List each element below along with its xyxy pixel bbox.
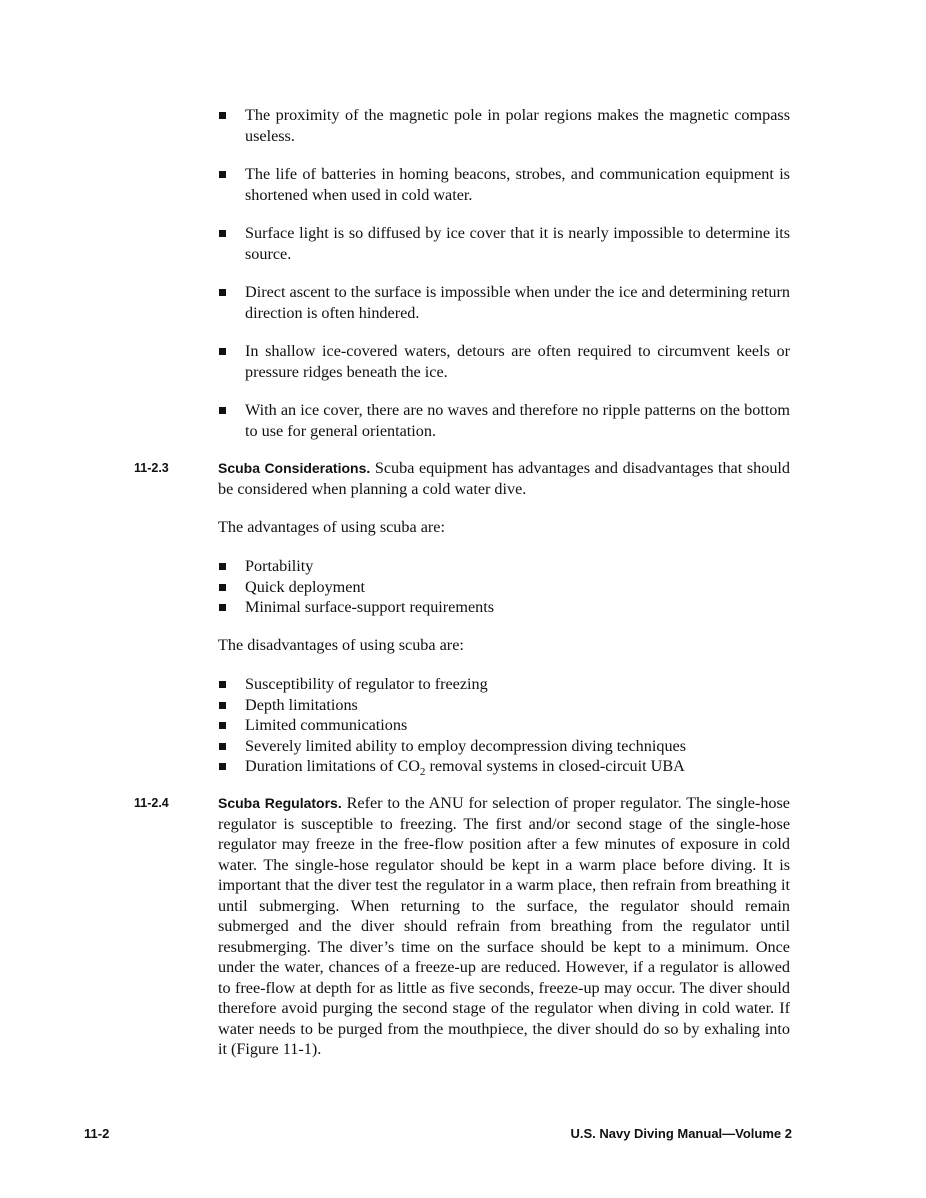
section-number: 11-2.3: [134, 461, 169, 475]
bullet-square-icon: [219, 348, 226, 355]
disadvantages-intro: The disadvantages of using scuba are:: [218, 636, 464, 654]
advantages-list: [218, 556, 790, 618]
list-item: Direct ascent to the surface is impossible when under the ice and determining return direction is often hindered.: [218, 282, 790, 323]
hazard-bullet-list: [218, 105, 790, 459]
bullet-square-icon: [219, 584, 226, 591]
list-item: The life of batteries in homing beacons, strobes, and communication equipment is shortened when used in cold water.: [218, 164, 790, 205]
advantages-intro: The advantages of using scuba are:: [218, 518, 445, 536]
list-item: Minimal surface-support requirements: [218, 597, 790, 618]
bullet-square-icon: [219, 681, 226, 688]
bullet-square-icon: [219, 763, 226, 770]
section-text: Refer to the ANU for selection of proper regulator. The single-hose regulator is susceptible to freezing. The first and/or second stage of the single-hose regulator may freeze in the free-flow position after a few minutes of exposure in cold water. The single-hose regulator should be kept in a warm place before diving. It is important that the diver test the regulator in a warm place, then refrain from breathing it until submerging. When returning to the surface, the regulator should remain submerged and the diver should refrain from breathing from the regulator until resubmerging. The diver’s time on the surface should be kept to a minimum. Once under the water, chances of a freeze-up are reduced. However, if a regulator is allowed to free-flow at depth for as little as five seconds, freeze-up may occur. The diver should therefore avoid purging the second stage of the regulator when diving in cold water. If water needs to be purged from the mouthpiece, the diver should do so by exhaling into it (Figure 11-1).: [218, 794, 790, 1058]
bullet-square-icon: [219, 230, 226, 237]
bullet-square-icon: [219, 112, 226, 119]
section-paragraph: [218, 458, 790, 499]
bullet-square-icon: [219, 407, 226, 414]
list-item: In shallow ice-covered waters, detours are often required to circumvent keels or pressure ridges beneath the ice.: [218, 341, 790, 382]
subscript: 2: [419, 766, 426, 779]
section-heading: Scuba Considerations.: [218, 460, 371, 476]
bullet-square-icon: [219, 722, 226, 729]
section-paragraph: [218, 793, 790, 1060]
bullet-square-icon: [219, 702, 226, 709]
list-item: Portability: [218, 556, 790, 577]
list-item: Susceptibility of regulator to freezing: [218, 674, 790, 695]
section-text: Scuba equipment has advantages and disadvantages that should be considered when planning a cold water dive.: [218, 459, 790, 498]
bullet-square-icon: [219, 171, 226, 178]
list-item: Depth limitations: [218, 695, 790, 716]
page-number: 11-2: [84, 1126, 110, 1141]
list-item: Surface light is so diffused by ice cover that it is nearly impossible to determine its source.: [218, 223, 790, 264]
bullet-square-icon: [219, 289, 226, 296]
list-item: Duration limitations of $CO_2$ removal systems in closed-circuit UBA: [218, 756, 790, 783]
disadvantages-list: [218, 674, 790, 783]
bullet-square-icon: [219, 743, 226, 750]
section-heading: Scuba Regulators.: [218, 795, 342, 811]
list-item: With an ice cover, there are no waves and therefore no ripple patterns on the bottom to use for general orientation.: [218, 400, 790, 441]
section-number: 11-2.4: [134, 796, 169, 810]
list-item: The proximity of the magnetic pole in polar regions makes the magnetic compass useless.: [218, 105, 790, 146]
document-title: U.S. Navy Diving Manual—Volume 2: [570, 1126, 792, 1141]
list-item: Quick deployment: [218, 577, 790, 598]
bullet-square-icon: [219, 563, 226, 570]
bullet-square-icon: [219, 604, 226, 611]
list-item: Limited communications: [218, 715, 790, 736]
list-item: Severely limited ability to employ decompression diving techniques: [218, 736, 790, 757]
